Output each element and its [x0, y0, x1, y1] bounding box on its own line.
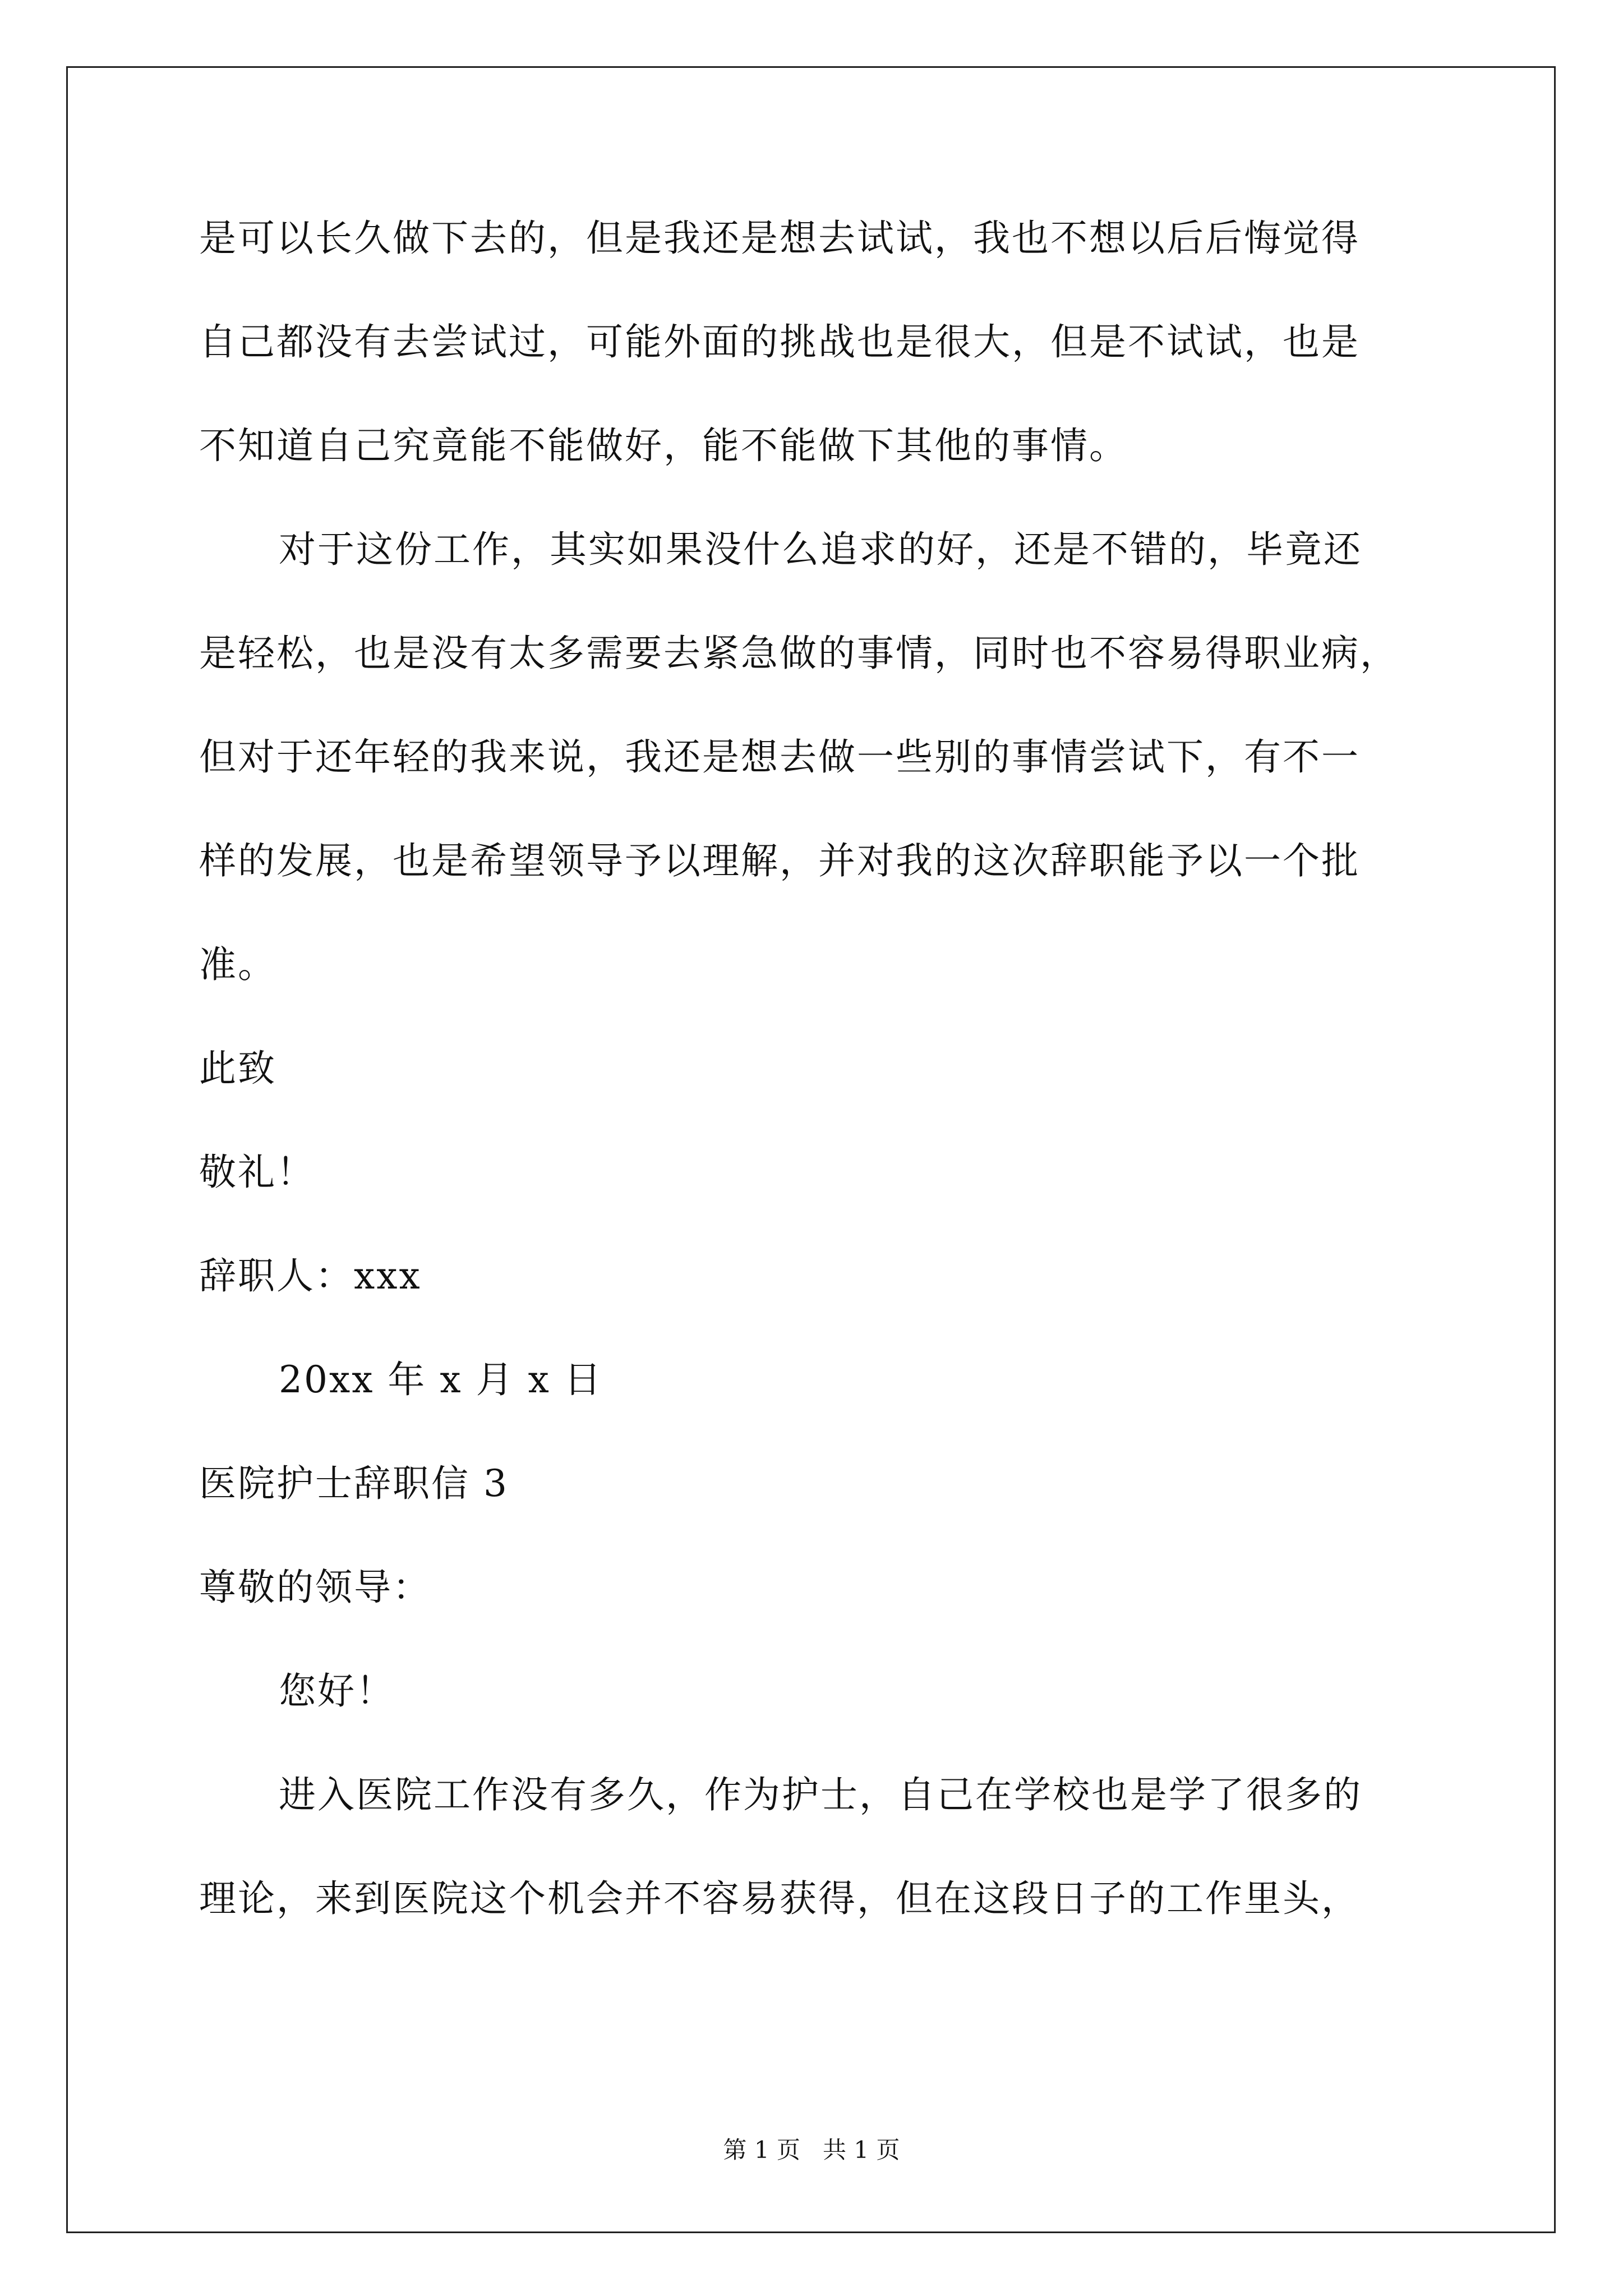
- body-line: 准。: [199, 943, 276, 986]
- document-body: [199, 219, 1444, 1983]
- closing-salutation: 此致: [199, 1047, 276, 1090]
- signature-line: 辞职人：xxx: [199, 1254, 422, 1297]
- date-line: 20xx 年 x 月 x 日: [279, 1358, 603, 1401]
- hello-line: 您好！: [279, 1669, 395, 1713]
- body-line: 自己都没有去尝试过，可能外面的挑战也是很大，但是不试试，也是: [199, 320, 1360, 364]
- body-line: 但对于还年轻的我来说，我还是想去做一些别的事情尝试下，有不一: [199, 735, 1360, 779]
- closing-regards: 敬礼！: [199, 1151, 315, 1194]
- section-title: 医院护士辞职信 3: [199, 1462, 509, 1505]
- body-line: 不知道自己究竟能不能做好，能不能做下其他的事情。: [199, 424, 1128, 467]
- body-line: 样的发展，也是希望领导予以理解，并对我的这次辞职能予以一个批: [199, 839, 1360, 882]
- body-line: 理论，来到医院这个机会并不容易获得，但在这段日子的工作里头，: [199, 1877, 1360, 1920]
- greeting-line: 尊敬的领导：: [199, 1566, 431, 1609]
- page-footer: 第 1 页 共 1 页: [723, 2136, 900, 2164]
- body-line: 是可以长久做下去的，但是我还是想去试试，我也不想以后后悔觉得: [199, 217, 1360, 260]
- paragraph-start-line: 对于这份工作，其实如果没什么追求的好，还是不错的，毕竟还: [279, 528, 1362, 571]
- body-line: 是轻松，也是没有太多需要去紧急做的事情，同时也不容易得职业病，: [199, 632, 1399, 675]
- paragraph-start-line: 进入医院工作没有多久，作为护士，自己在学校也是学了很多的: [279, 1773, 1362, 1816]
